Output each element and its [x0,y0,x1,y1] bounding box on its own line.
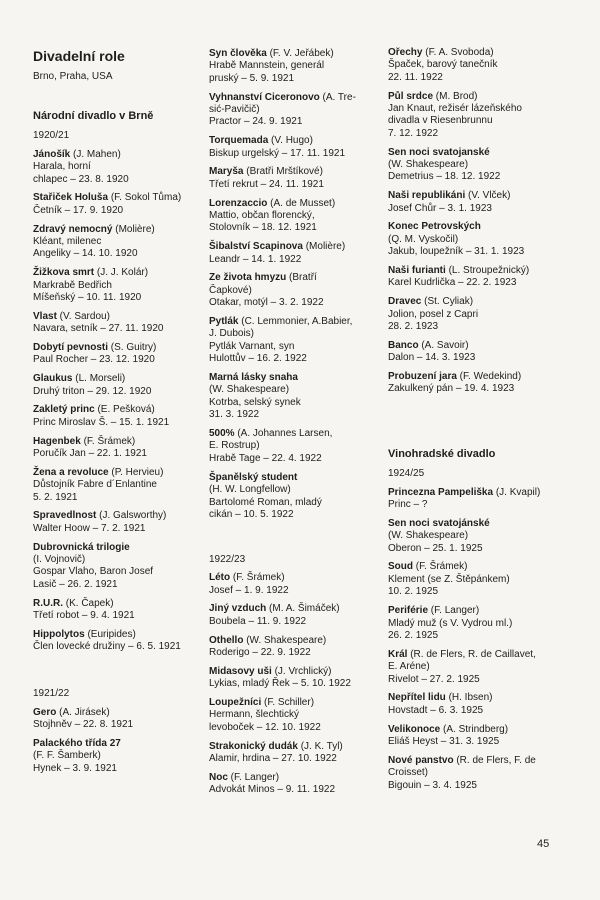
play-title: Dravec [388,296,422,308]
role-line: Jakub, loupežník – 31. 1. 1923 [388,246,525,258]
play-author: (F. Wedekind) [456,371,522,383]
role-line: Navara, setník – 27. 11. 1920 [33,323,164,335]
play-line [209,635,387,647]
play-title: Loupežníci [209,696,262,708]
role-entry [388,487,566,512]
role-entry [209,697,387,734]
play-title: Marná lásky snaha [209,372,298,384]
role-line: Advokát Minos – 9. 11. 1922 [209,784,336,796]
role-line: 28. 2. 1923 [388,321,439,333]
column-body [33,110,211,775]
play-author: (E. Pešková) [94,404,155,416]
role-entry [388,147,566,184]
play-title: Gero [33,706,57,718]
role-line: Stolovník – 18. 12. 1921 [209,222,317,234]
role-line: divadla v Riesenbrunnu [388,115,493,127]
play-line [33,342,211,354]
play-author: (J. J. Kolár) [94,267,149,279]
role-line: 10. 2. 1925 [388,586,439,598]
role-line: Alamir, hrdina – 27. 10. 1922 [209,752,337,764]
play-author: (A. de Musset) [267,197,336,209]
play-title: Sen noci svatojanské [388,146,490,158]
play-line [388,518,566,530]
role-line: Druhý triton – 29. 12. 1920 [33,385,152,397]
role-line: Mladý muž (s V. Vydrou ml.) [388,617,513,629]
season-label: 1922/23 [209,553,246,565]
role-entry [388,649,566,686]
role-line: Angeliky – 14. 10. 1920 [33,248,138,260]
role-line: Stojhněv – 22. 8. 1921 [33,718,134,730]
play-author: (P. Hervieu) [108,466,164,478]
role-line: Leandr – 14. 1. 1922 [209,253,302,265]
play-title: Hagenbek [33,435,81,447]
role-entry [209,272,387,309]
role-line: Hrabě Tage – 22. 4. 1922 [209,452,322,464]
play-author: (Molière) [112,223,155,235]
role-line: Josef – 1. 9. 1922 [209,584,289,596]
play-title: Spravedlnost [33,510,97,522]
play-author: (St. Cyliak) [421,296,474,308]
play-title: Torquemada [209,135,269,147]
role-line: Paul Rocher – 23. 12. 1920 [33,354,155,366]
column-2 [209,48,387,803]
play-line [209,666,387,678]
play-title: Jánošík [33,148,71,160]
role-entry [388,371,566,396]
role-line: Oberon – 25. 1. 1925 [388,542,483,554]
role-entry [209,135,387,160]
role-line: Eliáš Heyst – 31. 3. 1925 [388,735,500,747]
role-line: Josef Chůr – 3. 1. 1923 [388,202,492,214]
role-line: Čapkové) [209,284,252,296]
play-author: (F. Langer) [227,771,280,783]
play-line [33,436,211,448]
role-entry [33,738,211,775]
theatre-heading: Vinohradské divadlo [388,448,496,461]
play-author: (J. Galsworthy) [96,510,167,522]
role-line: Roderigo – 22. 9. 1922 [209,646,311,658]
role-line: Třetí robot – 9. 4. 1921 [33,610,135,622]
play-line [388,147,566,159]
play-title: Žena a revoluce [33,466,109,478]
role-line: Četník – 17. 9. 1920 [33,204,124,216]
play-line [33,404,211,416]
role-line: Biskup urgelský – 17. 11. 1921 [209,147,346,159]
play-line [388,340,566,352]
play-title: Hippolytos [33,628,85,640]
play-author: (F. Sokol Tůma) [108,192,182,204]
play-author: (H. Ibsen) [445,692,493,704]
role-entry [388,518,566,555]
play-author: (R. de Flers, R. de Caillavet, [407,648,536,660]
role-entry [33,707,211,732]
role-line: Kléant, milenec [33,236,102,248]
play-title: Lorenzaccio [209,197,268,209]
role-line: 31. 3. 1922 [209,409,260,421]
play-title: Pytlák [209,316,239,328]
play-author: (Bratři Mrštíkové) [243,166,323,178]
role-line: Walter Hoow – 7. 2. 1921 [33,522,146,534]
role-line: Hulottův – 16. 2. 1922 [209,353,307,365]
spacer [209,528,387,554]
role-entry [388,692,566,717]
role-line: Dalon – 14. 3. 1923 [388,352,476,364]
play-author: (Euripides) [84,628,136,640]
play-title: R.U.R. [33,597,63,609]
role-line: Hovstadt – 6. 3. 1925 [388,704,484,716]
play-title: Maryša [209,166,244,178]
play-title: Zdravý nemocný [33,223,113,235]
role-entry [388,91,566,141]
role-line: Harala, horní [33,161,91,173]
play-title: 500% [209,428,235,440]
play-author: (V. Sardou) [56,310,110,322]
play-author: (F. Langer) [428,605,480,617]
role-line: 5. 2. 1921 [33,491,78,503]
play-title: Vlast [33,310,57,322]
play-title: Naši republikáni [388,190,466,202]
role-line: Lasič – 26. 2. 1921 [33,578,118,590]
play-title: Glaukus [33,373,73,385]
role-line: Třetí rekrut – 24. 11. 1921 [209,178,324,190]
season-label: 1921/22 [33,688,70,700]
play-title: Stařiček Holuša [33,192,109,204]
play-title: Ze života hmyzu [209,272,287,284]
role-entry [33,192,211,217]
play-title: Banco [388,339,419,351]
role-line: 7. 12. 1922 [388,127,439,139]
play-line [388,265,566,277]
play-line [33,267,211,279]
play-line [388,605,566,617]
play-title: Velikonoce [388,723,441,735]
play-line [209,272,387,284]
role-line: Jan Knaut, režisér lázeňského [388,103,522,115]
play-author: (Bratří [286,272,317,284]
play-line [33,598,211,610]
role-entry [209,772,387,797]
play-title: Nepřítel lidu [388,692,446,704]
play-line [209,697,387,709]
play-author: (Molière) [302,241,346,253]
play-author: (K. Čapek) [63,597,114,609]
play-title: Dobytí pevnosti [33,342,109,354]
role-line: Bartolomé Roman, mladý [209,496,322,508]
play-author: (F. Šrámek) [80,435,136,447]
role-line: Otakar, motýl – 3. 2. 1922 [209,297,324,309]
play-author: (F. Schiller) [261,696,315,708]
role-entry [209,666,387,691]
role-entry [209,92,387,129]
role-entry [209,198,387,235]
play-title: Periférie [388,605,429,617]
play-title: Probuzení jara [388,371,457,383]
role-line: J. Dubois) [209,328,255,340]
play-line [33,467,211,479]
role-line: E. Aréne) [388,661,430,673]
play-author: (V. Vlček) [465,190,511,202]
role-line: Člen lovecké družiny – 6. 5. 1921 [33,641,181,653]
role-line: Bigouin – 3. 4. 1925 [388,779,477,791]
role-line: Kotrba, selský synek [209,396,301,408]
role-entry [209,166,387,191]
play-author: (L. Morseli) [72,373,126,385]
role-line: E. Rostrup) [209,440,260,452]
play-title: Jiný vzduch [209,603,267,615]
play-line [33,510,211,522]
play-author: (M. A. Šimáček) [266,603,340,615]
play-line [33,738,211,750]
role-line: Rivelot – 27. 2. 1925 [388,673,480,685]
role-entry [33,467,211,504]
play-title: Nové panstvo [388,754,454,766]
play-title: Konec Petrovských [388,221,481,233]
play-author: (F. Šrámek) [413,561,468,573]
role-entry [209,428,387,465]
role-line: Princ – ? [388,499,428,511]
column-3 [388,47,566,798]
role-line: Karel Kudrlička – 22. 2. 1923 [388,277,517,289]
role-line: Hynek – 3. 9. 1921 [33,762,117,774]
spacer [33,660,211,688]
role-line: cikán – 10. 5. 1922 [209,508,294,520]
play-line [388,371,566,383]
play-title: Šibalství Scapinova [209,241,303,253]
role-entry [388,724,566,749]
play-line [388,221,566,233]
role-entry [33,149,211,186]
play-line [209,316,387,328]
season-label: 1920/21 [33,130,70,142]
role-line: Markrabě Bedřich [33,279,112,291]
play-line [33,311,211,323]
play-title: Noc [209,771,228,783]
column-body [388,47,566,792]
play-title: Léto [209,572,231,584]
play-title: Midasovy uši [209,665,272,677]
play-author: (L. Stroupežnický) [445,265,530,277]
role-entry [33,510,211,535]
play-line [209,92,387,104]
play-line [388,296,566,308]
play-line [33,224,211,236]
play-title: Půl srdce [388,90,434,102]
play-author: (J. Mahen) [70,148,121,160]
role-entry [388,221,566,258]
role-entry [209,241,387,266]
role-line: (W. Shakespeare) [388,159,469,171]
play-line [388,692,566,704]
play-author: (A. Jirásek) [56,706,110,718]
role-line: Míšeňský – 10. 11. 1920 [33,292,142,304]
play-title: Palackého třída 27 [33,737,121,749]
role-entry [209,635,387,660]
role-line: pruský – 5. 9. 1921 [209,72,295,84]
play-line [388,190,566,202]
play-title: Strakonický dudák [209,740,298,752]
role-entry [388,265,566,290]
play-title: Král [388,648,408,660]
role-entry [388,755,566,792]
role-entry [209,48,387,85]
role-line: Gospar Vlaho, Baron Josef [33,566,154,578]
role-entry [388,605,566,642]
play-title: Othello [209,634,244,646]
role-line: Boubela – 11. 9. 1922 [209,615,307,627]
play-line [209,428,387,440]
spacer [388,402,566,448]
role-line: 22. 11. 1922 [388,71,443,83]
play-title: Sen noci svatojánské [388,517,490,529]
play-author: (A. Strindberg) [440,723,509,735]
column-1 [33,48,211,781]
play-author: (V. Hugo) [268,135,313,147]
play-author: (R. de Flers, F. de [453,754,536,766]
role-line: Practor – 24. 9. 1921 [209,116,303,128]
theatre-heading: Národní divadlo v Brně [33,110,154,123]
play-title: Soud [388,561,413,573]
role-line: Zakulkený pán – 19. 4. 1923 [388,383,515,395]
play-line [388,649,566,661]
role-entry [33,436,211,461]
role-entry [33,404,211,429]
play-line [388,724,566,736]
role-line: Klement (se Z. Štěpánkem) [388,573,510,585]
play-line [209,472,387,484]
play-title: Syn člověka [209,48,267,59]
role-entry [209,316,387,366]
role-entry [33,342,211,367]
play-line [209,135,387,147]
role-entry [33,311,211,336]
role-line: Croisset) [388,767,429,779]
play-line [388,755,566,767]
play-title: Vyhnanství Ciceronovo [209,91,320,103]
page-number: 45 [537,838,550,850]
role-entry [33,598,211,623]
play-author: (A. Johannes Larsen, [234,428,333,440]
play-author: (F. V. Jeřábek) [266,48,334,59]
role-entry [33,629,211,654]
role-line: Hermann, šlechtický [209,709,300,721]
play-line [209,603,387,615]
role-entry [388,340,566,365]
role-entry [388,47,566,84]
play-title: Ořechy [388,47,423,58]
play-line [209,372,387,384]
role-line: chlapec – 23. 8. 1920 [33,173,129,185]
play-line [33,373,211,385]
role-entry [388,561,566,598]
play-title: Naši furianti [388,265,446,277]
play-title: Španělský student [209,471,298,483]
play-author: (M. Brod) [433,90,478,102]
role-line: (H. W. Longfellow) [209,484,291,496]
role-line: (F. F. Šamberk) [33,750,101,762]
play-author: (A. Savoir) [418,339,469,351]
role-entry [209,603,387,628]
play-author: (F. A. Svoboda) [422,47,494,58]
play-author: (F. Šrámek) [230,572,285,584]
role-entry [209,472,387,522]
role-line: Důstojník Fabre d´Enlantine [33,479,157,491]
role-line: Princ Miroslav Š. – 15. 1. 1921 [33,416,170,428]
play-author: (C. Lemmonier, A.Babier, [238,316,353,328]
page-heading: Divadelní role [33,48,125,64]
play-title: Princezna Pampeliška [388,486,494,498]
role-entry [388,296,566,333]
page-subheading: Brno, Praha, USA [33,71,113,82]
role-line: Demetrius – 18. 12. 1922 [388,171,501,183]
role-line: (I. Vojnovič) [33,554,86,566]
role-line: Pytlák Varnant, syn [209,340,295,352]
play-line [388,47,566,59]
play-line [209,166,387,178]
play-line [209,198,387,210]
role-line: Špaček, barový tanečník [388,59,498,71]
play-line [209,741,387,753]
play-line [388,91,566,103]
role-entry [33,224,211,261]
play-title: Zakletý princ [33,404,95,416]
play-line [33,149,211,161]
play-line [33,707,211,719]
column-body [209,48,387,797]
role-line: Poručík Jan – 22. 1. 1921 [33,448,147,460]
role-line: levoboček – 12. 10. 1922 [209,721,321,733]
play-author: (J. Vrchlický) [271,665,332,677]
play-line [388,487,566,499]
role-entry [209,741,387,766]
season-label: 1924/25 [388,468,425,480]
play-line [388,561,566,573]
role-entry [209,572,387,597]
role-entry [33,373,211,398]
play-author: (A. Tre- [319,91,356,103]
role-line: sić-Pavičič) [209,104,260,116]
role-line: (Q. M. Vyskočil) [388,233,459,245]
play-author: (S. Guitry) [108,342,157,354]
play-line [209,48,387,60]
play-line [209,241,387,253]
role-line: 26. 2. 1925 [388,629,439,641]
play-author: (J. K. Tyl) [297,740,343,752]
role-line: (W. Shakespeare) [388,530,469,542]
role-line: Mattio, občan florencký, [209,210,315,222]
play-line [33,192,211,204]
play-author: (J. Kvapil) [493,486,541,498]
role-entry [33,267,211,304]
role-line: Jolion, posel z Capri [388,308,479,320]
role-entry [388,190,566,215]
play-line [33,542,211,554]
play-title: Žižkova smrt [33,267,95,279]
role-line: Lykias, mladý Řek – 5. 10. 1922 [209,678,351,690]
play-title: Dubrovnická trilogie [33,541,130,553]
play-line [33,629,211,641]
role-line: Hrabě Mannstein, generál [209,60,325,72]
role-entry [33,542,211,592]
play-line [209,772,387,784]
role-entry [209,372,387,422]
play-author: (W. Shakespeare) [243,634,327,646]
play-line [209,572,387,584]
role-line: (W. Shakespeare) [209,384,290,396]
